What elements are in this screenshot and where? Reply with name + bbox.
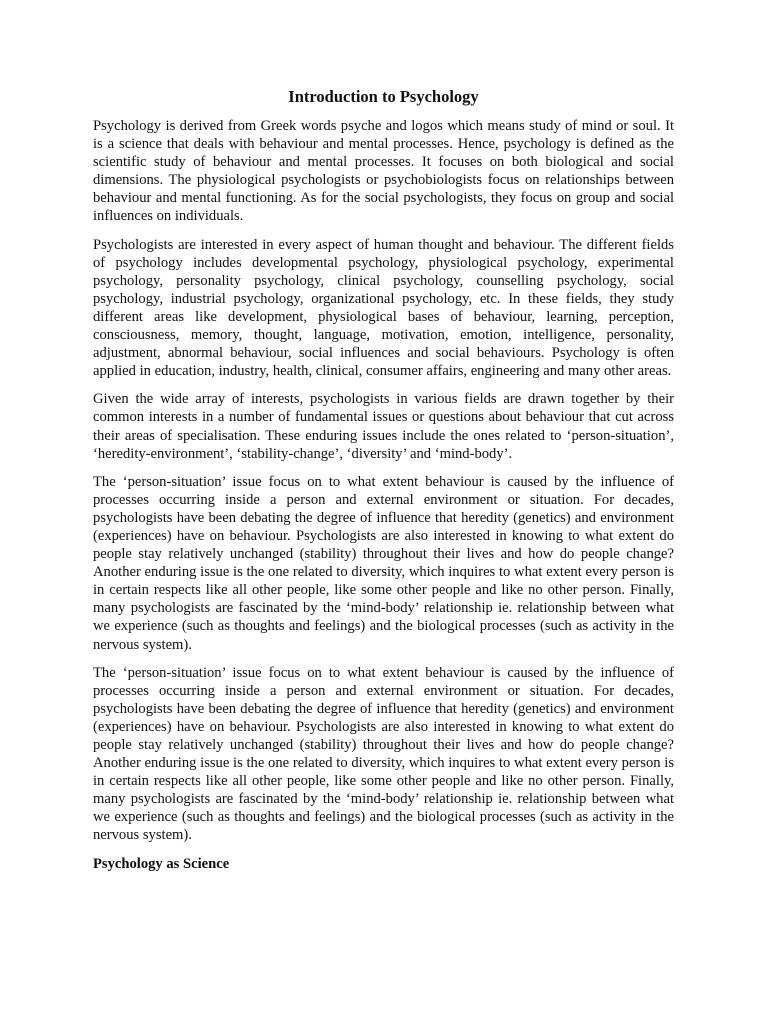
paragraph-definition: Psychology is derived from Greek words psyche and logos which means study of mind or soul. It is a science that deals with behaviour and mental processes. Hence, psychology is defined as the scientific study of behaviour and mental processes. It focuses on both biological and social dimensions. The physiological psychologists or psychobiologists focus on relationships between behaviour and mental functioning. As for the social psychologists, they focus on group and social influences on individuals. [93, 118, 674, 225]
document-page [93, 86, 674, 873]
paragraph-person-situation: The ‘person-situation’ issue focus on to what extent behaviour is caused by the influence of processes occurring inside a person and external environment or situation. For decades, psychologists have been debating the degree of influence that heredity (genetics) and environment (experiences) have on behaviour. Psychologists are also interested in knowing to what extent do people stay relatively unchanged (stability) throughout their lives and how do people change? Another enduring issue is the one related to diversity, which inquires to what extent every person is in certain respects like all other people, like some other people and like no other person. Finally, many psychologists are fascinated by the ‘mind-body’ relationship ie. relationship between what we experience (such as thoughts and feelings) and the biological processes (such as activity in the nervous system). [93, 473, 674, 653]
paragraph-person-situation-repeat: The ‘person-situation’ issue focus on to what extent behaviour is caused by the influence of processes occurring inside a person and external environment or situation. For decades, psychologists have been debating the degree of influence that heredity (genetics) and environment (experiences) have on behaviour. Psychologists are also interested in knowing to what extent do people stay relatively unchanged (stability) throughout their lives and how do people change? Another enduring issue is the one related to diversity, which inquires to what extent every person is in certain respects like all other people, like some other people and like no other person. Finally, many psychologists are fascinated by the ‘mind-body’ relationship ie. relationship between what we experience (such as thoughts and feelings) and the biological processes (such as activity in the nervous system). [93, 664, 674, 844]
paragraph-enduring-issues: Given the wide array of interests, psychologists in various fields are drawn together by their common interests in a number of fundamental issues or questions about behaviour that cut across their areas of specialisation. These enduring issues include the ones related to ‘person-situation’, ‘heredity-environment’, ‘stability-change’, ‘diversity’ and ‘mind-body’. [93, 391, 674, 462]
document-title: Introduction to Psychology [288, 87, 479, 106]
section-heading: Psychology as Science [93, 855, 230, 872]
paragraph-fields: Psychologists are interested in every aspect of human thought and behaviour. The different fields of psychology includes developmental psychology, physiological psychology, experimental psychology, personality psychology, clinical psychology, counselling psychology, social psychology, industrial psychology, organizational psychology, etc. In these fields, they study different areas like development, physiological bases of behaviour, learning, perception, consciousness, memory, thought, language, motivation, emotion, intelligence, personality, adjustment, abnormal behaviour, social influences and social behaviours. Psychology is often applied in education, industry, health, clinical, consumer affairs, engineering and many other areas. [93, 236, 674, 380]
